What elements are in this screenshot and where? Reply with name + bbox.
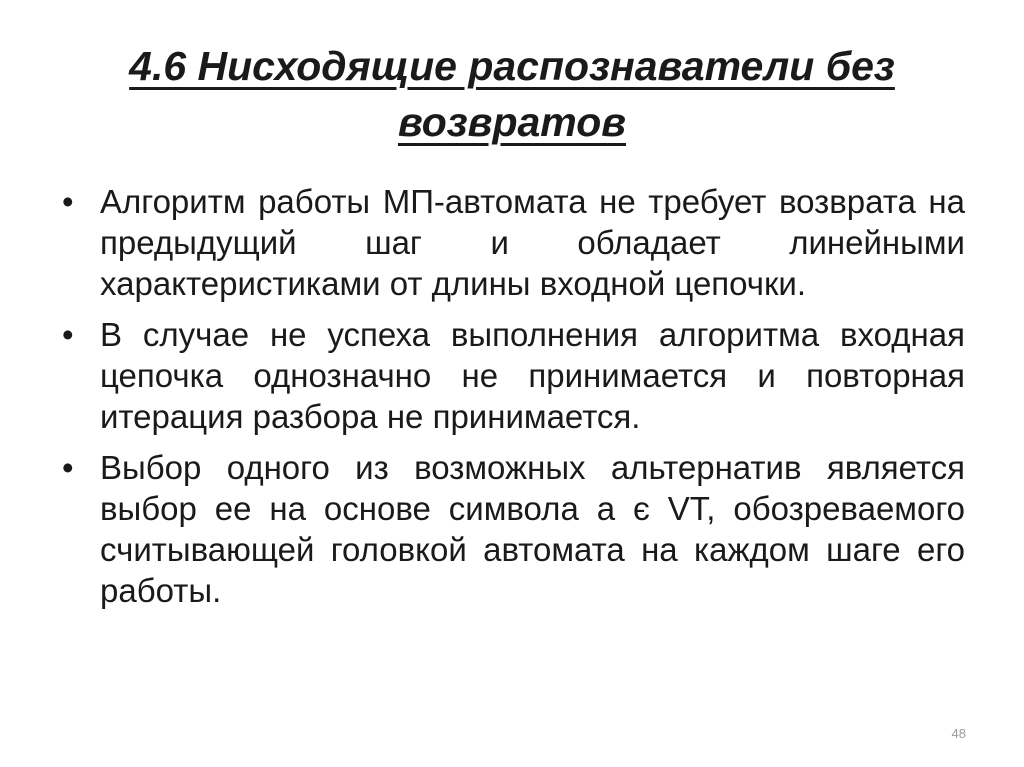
slide-title-line-2: возвратов: [397, 99, 627, 145]
slide-title-line-1: 4.6 Нисходящие распознаватели без: [129, 43, 895, 89]
bullet-item-1: [60, 181, 965, 304]
bullet-text-1: Алгоритм работы МП-автомата не требует возврата на предыдущий шаг и обладает линейными характеристиками от длины входной цепочки.: [100, 183, 965, 302]
bullet-marker: •: [62, 316, 74, 353]
bullet-list: [60, 181, 965, 621]
bullet-text-3: Выбор одного из возможных альтернатив является выбор ее на основе символа a є VT, обозреваемого считывающей головкой автомата на каждом шаге его работы.: [100, 449, 965, 609]
bullet-marker: •: [62, 449, 74, 486]
bullet-marker: •: [62, 183, 74, 220]
slide-title: [60, 38, 964, 150]
page-number: 48: [951, 726, 966, 741]
bullet-item-3: [60, 447, 965, 611]
bullet-text-2: В случае не успеха выполнения алгоритма входная цепочка однозначно не принимается и повторная итерация разбора не принимается.: [100, 316, 965, 435]
bullet-item-2: [60, 314, 965, 437]
